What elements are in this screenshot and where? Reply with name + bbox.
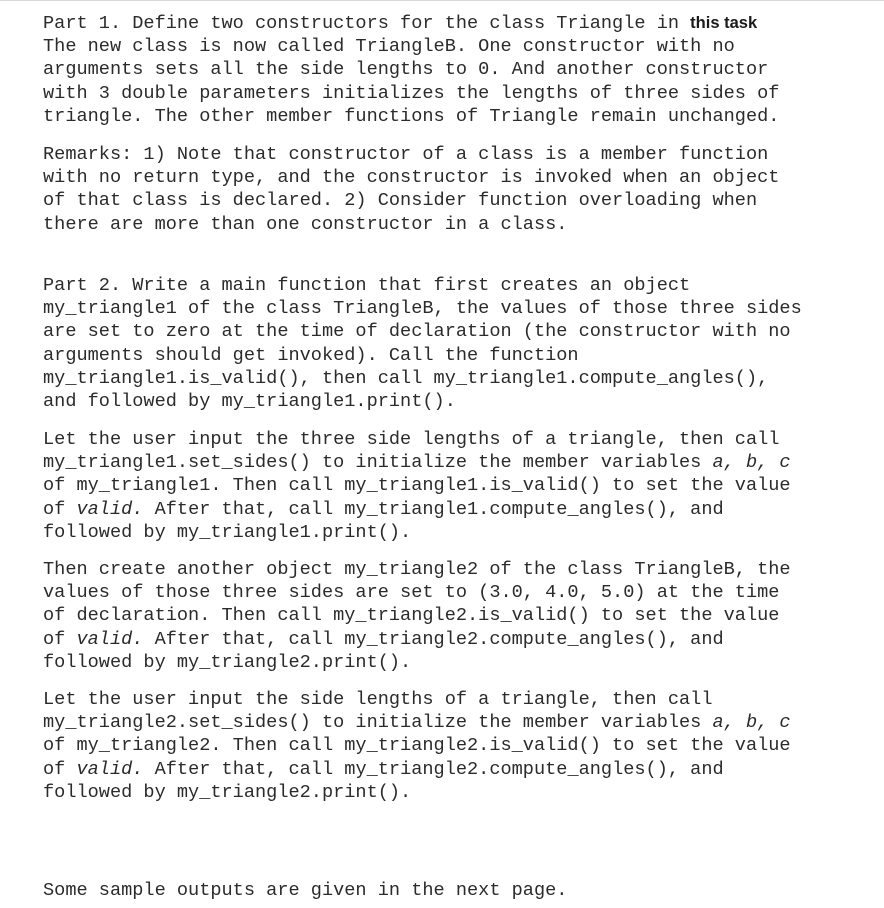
para3-line-4 — [43, 628, 791, 651]
para2-line-4 — [43, 498, 791, 521]
part2-line-5: my_triangle1.is_valid(), then call my_triangle1.compute_angles(), — [43, 367, 769, 389]
para2-line-2 — [43, 451, 791, 474]
para4-line-2 — [43, 711, 791, 734]
para4-line-3: of my_triangle2. Then call my_triangle2.is_valid() to set the value — [43, 735, 791, 757]
part1-emphasis: this task — [690, 14, 758, 32]
part1-line-1 — [43, 12, 779, 35]
top-border — [0, 0, 884, 1]
para2-line-4-pre: of — [43, 498, 77, 520]
part2-line-4: arguments should get invoked). Call the function — [43, 344, 579, 366]
part1-line-1-text: Part 1. Define two constructors for the class Triangle in — [43, 13, 691, 34]
para2-member-vars: a, b, c — [712, 452, 791, 474]
para2-line-1: Let the user input the three side lengths of a triangle, then call — [43, 429, 780, 450]
para4-line-4 — [43, 758, 791, 781]
para4-line-4-pre: of — [43, 758, 77, 780]
part2-line-1: Part 2. Write a main function that first creates an object — [43, 275, 691, 296]
part2-line-3: are set to zero at the time of declaration (the constructor with no — [43, 321, 791, 343]
para4-line-5: followed by my_triangle2.print(). — [43, 781, 412, 803]
para2-line-3: of my_triangle1. Then call my_triangle1.is_valid() to set the value — [43, 475, 791, 497]
remarks-line-3: of that class is declared. 2) Consider function overloading when — [43, 190, 758, 212]
para3-line-3: of declaration. Then call my_triangle2.is_valid() to set the value — [43, 605, 780, 627]
para2-valid-var: valid. — [76, 498, 144, 520]
part1-line-3: arguments sets all the side lengths to 0. And another constructor — [43, 59, 769, 81]
part2-line-6: and followed by my_triangle1.print(). — [43, 390, 456, 412]
para3-valid-var: valid. — [76, 628, 144, 650]
para4-valid-var: valid. — [76, 758, 144, 780]
para4-line-2-text: my_triangle2.set_sides() to initialize the member variables — [43, 712, 713, 734]
remarks-line-1: Remarks: 1) Note that constructor of a class is a member function — [43, 144, 769, 165]
para3-line-2: values of those three sides are set to (3.0, 4.0, 5.0) at the time — [43, 582, 780, 604]
para2-line-2-text: my_triangle1.set_sides() to initialize the member variables — [43, 452, 713, 474]
part1-line-4: with 3 double parameters initializes the lengths of three sides of — [43, 82, 780, 104]
part2-line-2: my_triangle1 of the class TriangleB, the values of those three sides — [43, 298, 802, 320]
para4-member-vars: a, b, c — [712, 712, 791, 734]
para4-line-1: Let the user input the side lengths of a triangle, then call — [43, 689, 713, 710]
part1-line-2: The new class is now called TriangleB. One constructor with no — [43, 36, 735, 58]
para3-line-4-post: After that, call my_triangle2.compute_angles(), and — [143, 628, 724, 650]
part1-line-5: triangle. The other member functions of Triangle remain unchanged. — [43, 105, 780, 127]
para3-line-5: followed by my_triangle2.print(). — [43, 651, 412, 673]
user-input-triangle2-paragraph — [43, 688, 791, 804]
closing-note — [43, 879, 567, 902]
para3-line-4-pre: of — [43, 628, 77, 650]
para2-line-5: followed by my_triangle1.print(). — [43, 521, 412, 543]
user-input-triangle1-paragraph — [43, 428, 791, 544]
part2-paragraph — [43, 274, 802, 413]
remarks-paragraph — [43, 143, 779, 236]
part1-paragraph — [43, 12, 779, 128]
closing-line: Some sample outputs are given in the next page. — [43, 880, 568, 901]
para3-line-1: Then create another object my_triangle2 of the class TriangleB, the — [43, 559, 791, 580]
para2-line-4-post: After that, call my_triangle1.compute_angles(), and — [143, 498, 724, 520]
remarks-line-2: with no return type, and the constructor is invoked when an object — [43, 167, 780, 189]
para4-line-4-post: After that, call my_triangle2.compute_angles(), and — [143, 758, 724, 780]
triangle2-declaration-paragraph — [43, 558, 791, 674]
remarks-line-4: there are more than one constructor in a class. — [43, 213, 568, 235]
